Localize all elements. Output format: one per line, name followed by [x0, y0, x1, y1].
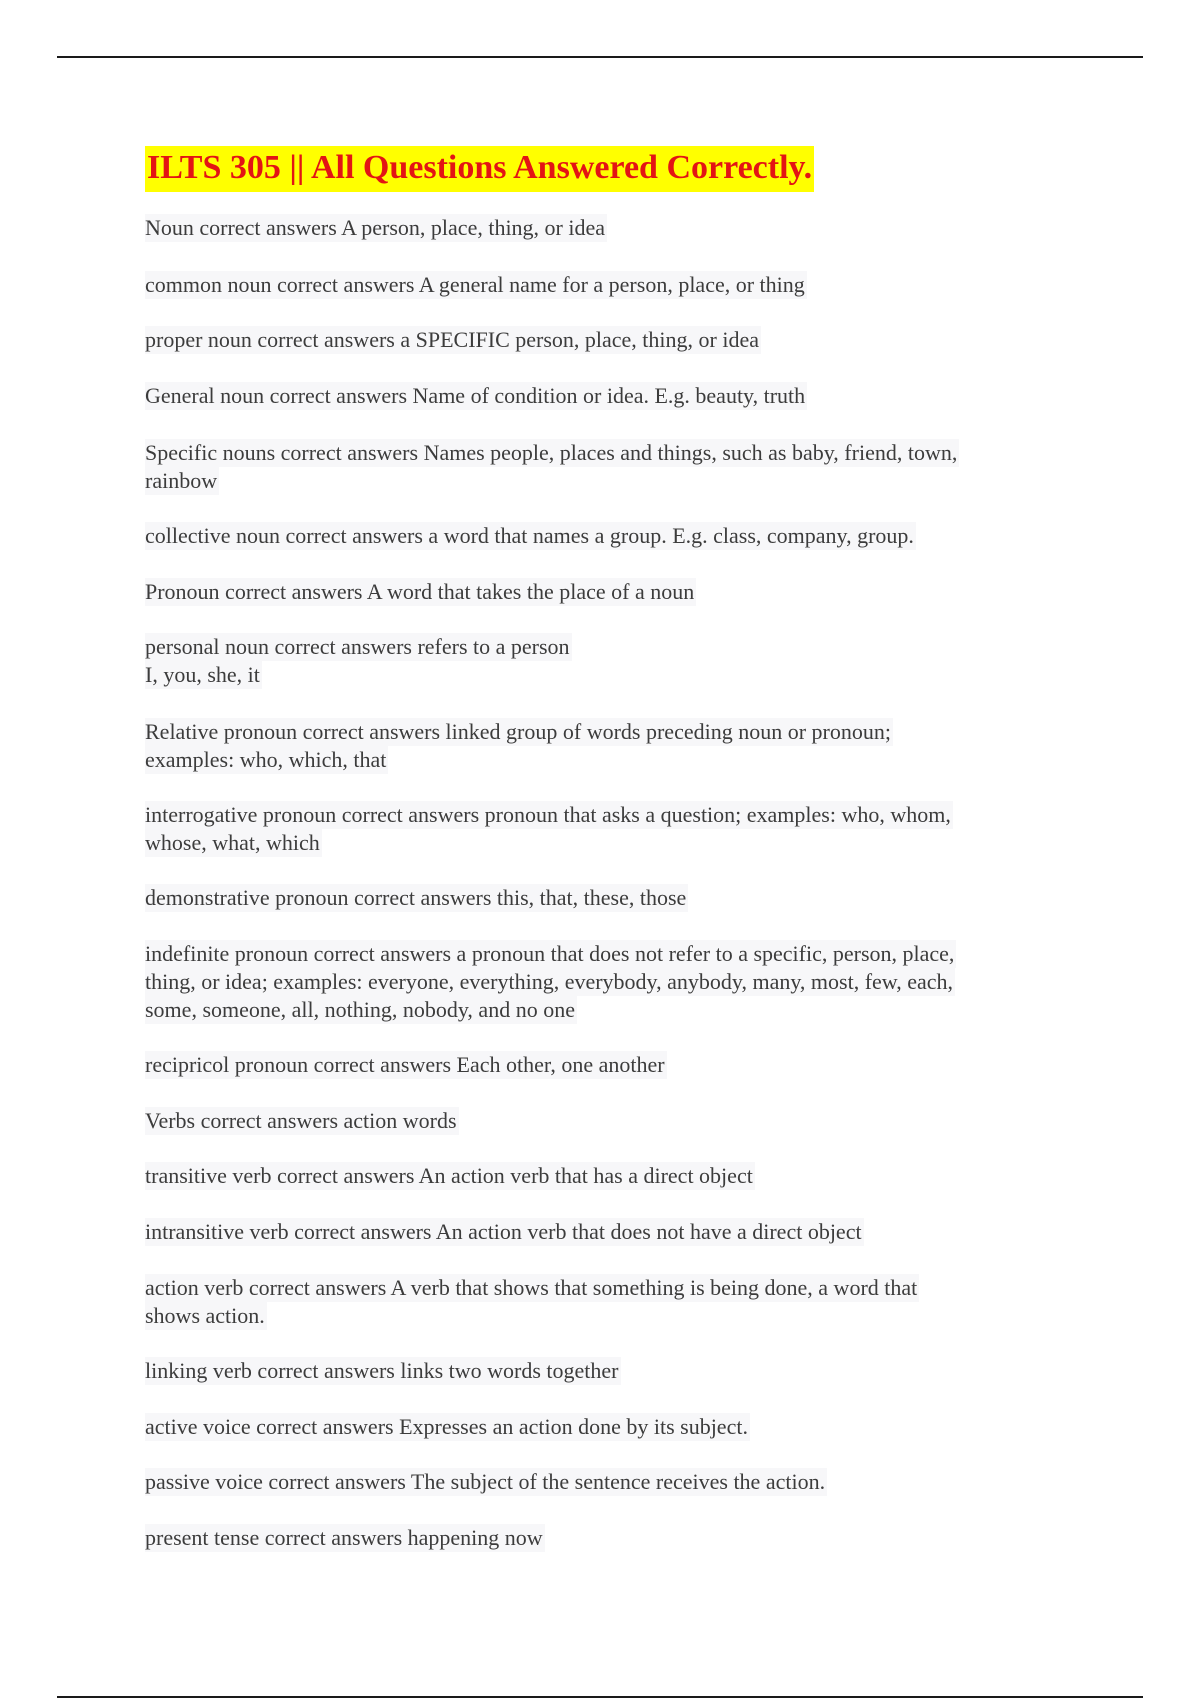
qa-entry: [145, 439, 959, 495]
qa-line: action verb correct answers A verb that shows that something is being done, a word that: [145, 1275, 918, 1300]
qa-line: transitive verb correct answers An action verb that has a direct object: [145, 1163, 753, 1188]
qa-entry: [145, 1524, 545, 1552]
qa-entry: [145, 1274, 919, 1330]
qa-line: Specific nouns correct answers Names people, places and things, such as baby, friend, town,: [145, 440, 958, 465]
qa-entry: [145, 884, 688, 912]
top-rule: [57, 56, 1143, 58]
qa-entry: [145, 940, 956, 1024]
page-title: ILTS 305 || All Questions Answered Correctly.: [145, 146, 814, 192]
qa-line: recipricol pronoun correct answers Each other, one another: [145, 1052, 665, 1077]
qa-line: thing, or idea; examples: everyone, everything, everybody, anybody, many, most, few, each,: [145, 969, 954, 994]
bottom-rule: [57, 1696, 1143, 1698]
qa-line: rainbow: [145, 468, 218, 493]
qa-line: shows action.: [145, 1303, 265, 1328]
qa-line: Pronoun correct answers A word that takes the place of a noun: [145, 579, 695, 604]
qa-line: interrogative pronoun correct answers pronoun that asks a question; examples: who, whom,: [145, 802, 951, 827]
qa-line: proper noun correct answers a SPECIFIC person, place, thing, or idea: [145, 327, 760, 352]
qa-line: intransitive verb correct answers An action verb that does not have a direct object: [145, 1219, 862, 1244]
qa-entry: [145, 1107, 459, 1135]
qa-line: demonstrative pronoun correct answers this, that, these, those: [145, 885, 687, 910]
qa-entry: [145, 578, 696, 606]
qa-entry: [145, 1051, 667, 1079]
qa-entry: [145, 801, 953, 857]
qa-entry: [145, 718, 893, 774]
qa-entry: [145, 326, 761, 354]
qa-entry: [145, 271, 807, 299]
qa-entry: [145, 522, 916, 550]
qa-line: whose, what, which: [145, 830, 320, 855]
qa-line: Noun correct answers A person, place, thing, or idea: [145, 215, 606, 240]
qa-entry: [145, 633, 572, 689]
qa-line: linking verb correct answers links two words together: [145, 1358, 619, 1383]
qa-entry: [145, 1468, 827, 1496]
qa-line: common noun correct answers A general name for a person, place, or thing: [145, 272, 805, 297]
qa-entry: [145, 1162, 755, 1190]
qa-line: Relative pronoun correct answers linked group of words preceding noun or pronoun;: [145, 719, 891, 744]
qa-line: active voice correct answers Expresses an action done by its subject.: [145, 1414, 748, 1439]
qa-line: indefinite pronoun correct answers a pronoun that does not refer to a specific, person, place,: [145, 941, 955, 966]
qa-entry: [145, 1357, 621, 1385]
qa-line: General noun correct answers Name of condition or idea. E.g. beauty, truth: [145, 383, 806, 408]
qa-line: examples: who, which, that: [145, 747, 387, 772]
qa-line: Verbs correct answers action words: [145, 1108, 457, 1133]
qa-entry: [145, 1413, 750, 1441]
qa-line: passive voice correct answers The subject of the sentence receives the action.: [145, 1469, 826, 1494]
qa-line: personal noun correct answers refers to a person: [145, 634, 570, 659]
qa-line: I, you, she, it: [145, 662, 260, 687]
qa-entry: [145, 382, 807, 410]
qa-line: some, someone, all, nothing, nobody, and no one: [145, 997, 575, 1022]
qa-entry: [145, 1218, 864, 1246]
qa-line: collective noun correct answers a word that names a group. E.g. class, company, group.: [145, 523, 914, 548]
qa-entry: [145, 214, 607, 242]
qa-line: present tense correct answers happening now: [145, 1525, 543, 1550]
